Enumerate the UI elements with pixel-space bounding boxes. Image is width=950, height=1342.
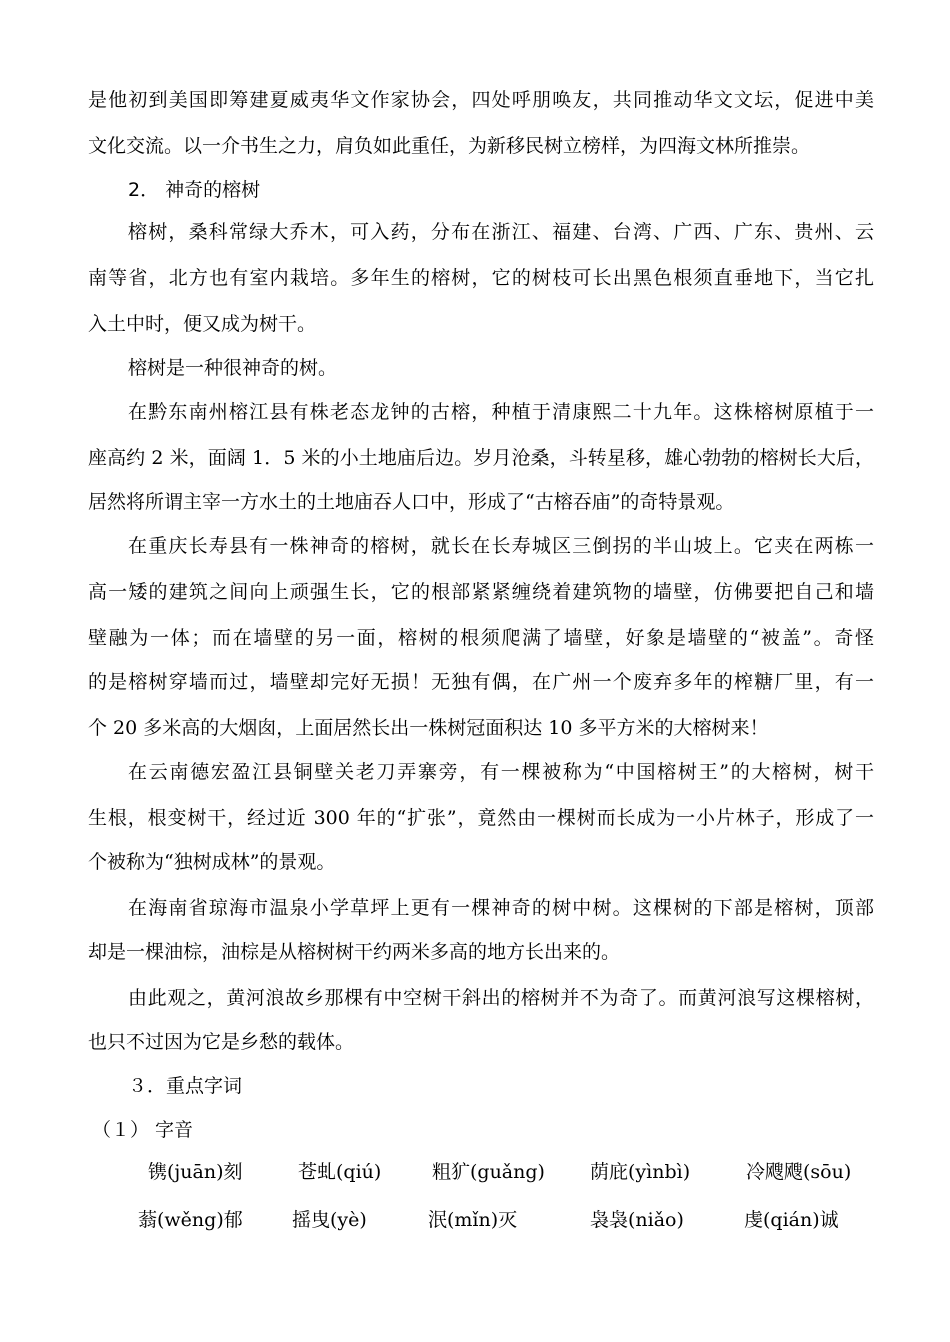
paragraph-line: 榕树是一种很神奇的树。 (128, 357, 338, 379)
subsection-heading: （１） 字音 (92, 1119, 194, 1141)
paragraph-line: 在海南省琼海市温泉小学草坪上更有一棵神奇的树中树。这棵树的下部是榕树，顶部 (128, 897, 874, 919)
paragraph-line: 南等省，北方也有室内栽培。多年生的榕树，它的树枝可长出黑色根须直垂地下，当它扎 (88, 267, 874, 289)
paragraph-line: 榕树，桑科常绿大乔木，可入药，分布在浙江、福建、台湾、广西、广东、贵州、云 (128, 221, 874, 243)
paragraph-line: 高一矮的建筑之间向上顽强生长，它的根部紧紧缠绕着建筑物的墙壁，仿佛要把自己和墙 (88, 581, 874, 603)
paragraph-line: 个被称为“独树成林”的景观。 (88, 851, 336, 873)
paragraph-line: 文化交流。以一介书生之力，肩负如此重任，为新移民树立榜样，为四海文林所推崇。 (88, 135, 811, 157)
paragraph-line: 在云南德宏盈江县铜壁关老刀弄寨旁，有一棵被称为“中国榕树王”的大榕树，树干 (128, 761, 874, 783)
paragraph-line: 生根，根变树干，经过近 300 年的“扩张”，竟然由一棵树而长成为一小片林子，形成了一 (88, 807, 874, 829)
paragraph-line: 个 20 多米高的大烟囱，上面居然长出一株树冠面积达 10 多平方米的大榕树来！ (88, 717, 769, 739)
paragraph-line: 居然将所谓主宰一方水土的土地庙吞人口中，形成了“古榕吞庙”的奇特景观。 (88, 491, 735, 513)
paragraph-line: 是他初到美国即筹建夏威夷华文作家协会，四处呼朋唤友，共同推动华文文坛，促进中美 (88, 89, 874, 111)
pinyin-item: 镌(juān)刻 (148, 1161, 243, 1183)
pinyin-item: 泯(mǐn)灭 (428, 1209, 518, 1231)
paragraph-line: 壁融为一体；而在墙壁的另一面，榕树的根须爬满了墙壁，好象是墙壁的“被盖”。奇怪 (88, 627, 874, 649)
pinyin-item: 荫庇(yìnbì) (590, 1161, 691, 1183)
section-heading: ３．重点字词 (128, 1075, 243, 1097)
paragraph-line: 在黔东南州榕江县有株老态龙钟的古榕，种植于清康熙二十九年。这株榕树原植于一 (128, 401, 874, 423)
pinyin-item: 摇曳(yè) (292, 1209, 367, 1231)
paragraph-line: 座高约 2 米，面阔 1．5 米的小土地庙后边。岁月沧桑，斗转星移，雄心勃勃的榕树长大后， (88, 447, 874, 469)
paragraph-line: 由此观之，黄河浪故乡那棵有中空树干斜出的榕树并不为奇了。而黄河浪写这棵榕树， (128, 987, 874, 1009)
paragraph-line: 在重庆长寿县有一株神奇的榕树，就长在长寿城区三倒拐的半山坡上。它夹在两栋一 (128, 535, 874, 557)
pinyin-item: 粗犷(guǎng) (432, 1161, 545, 1183)
pinyin-item: 苍虬(qiú) (298, 1161, 382, 1183)
paragraph-line: 却是一棵油棕，油棕是从榕树树干约两米多高的地方长出来的。 (88, 941, 621, 963)
pinyin-item: 袅袅(niǎo) (590, 1209, 684, 1231)
paragraph-line: 的是榕树穿墙而过，墙壁却完好无损！无独有偶，在广州一个废弃多年的榨糖厂里，有一 (88, 671, 874, 693)
pinyin-item: 冷飕飕(sōu) (746, 1161, 852, 1183)
pinyin-item: 虔(qián)诚 (744, 1209, 839, 1231)
paragraph-line: 入土中时，便又成为树干。 (88, 313, 317, 335)
pinyin-item: 蓊(wěng)郁 (138, 1209, 243, 1231)
section-heading: 2． 神奇的榕树 (128, 179, 261, 201)
paragraph-line: 也只不过因为它是乡愁的载体。 (88, 1031, 355, 1053)
